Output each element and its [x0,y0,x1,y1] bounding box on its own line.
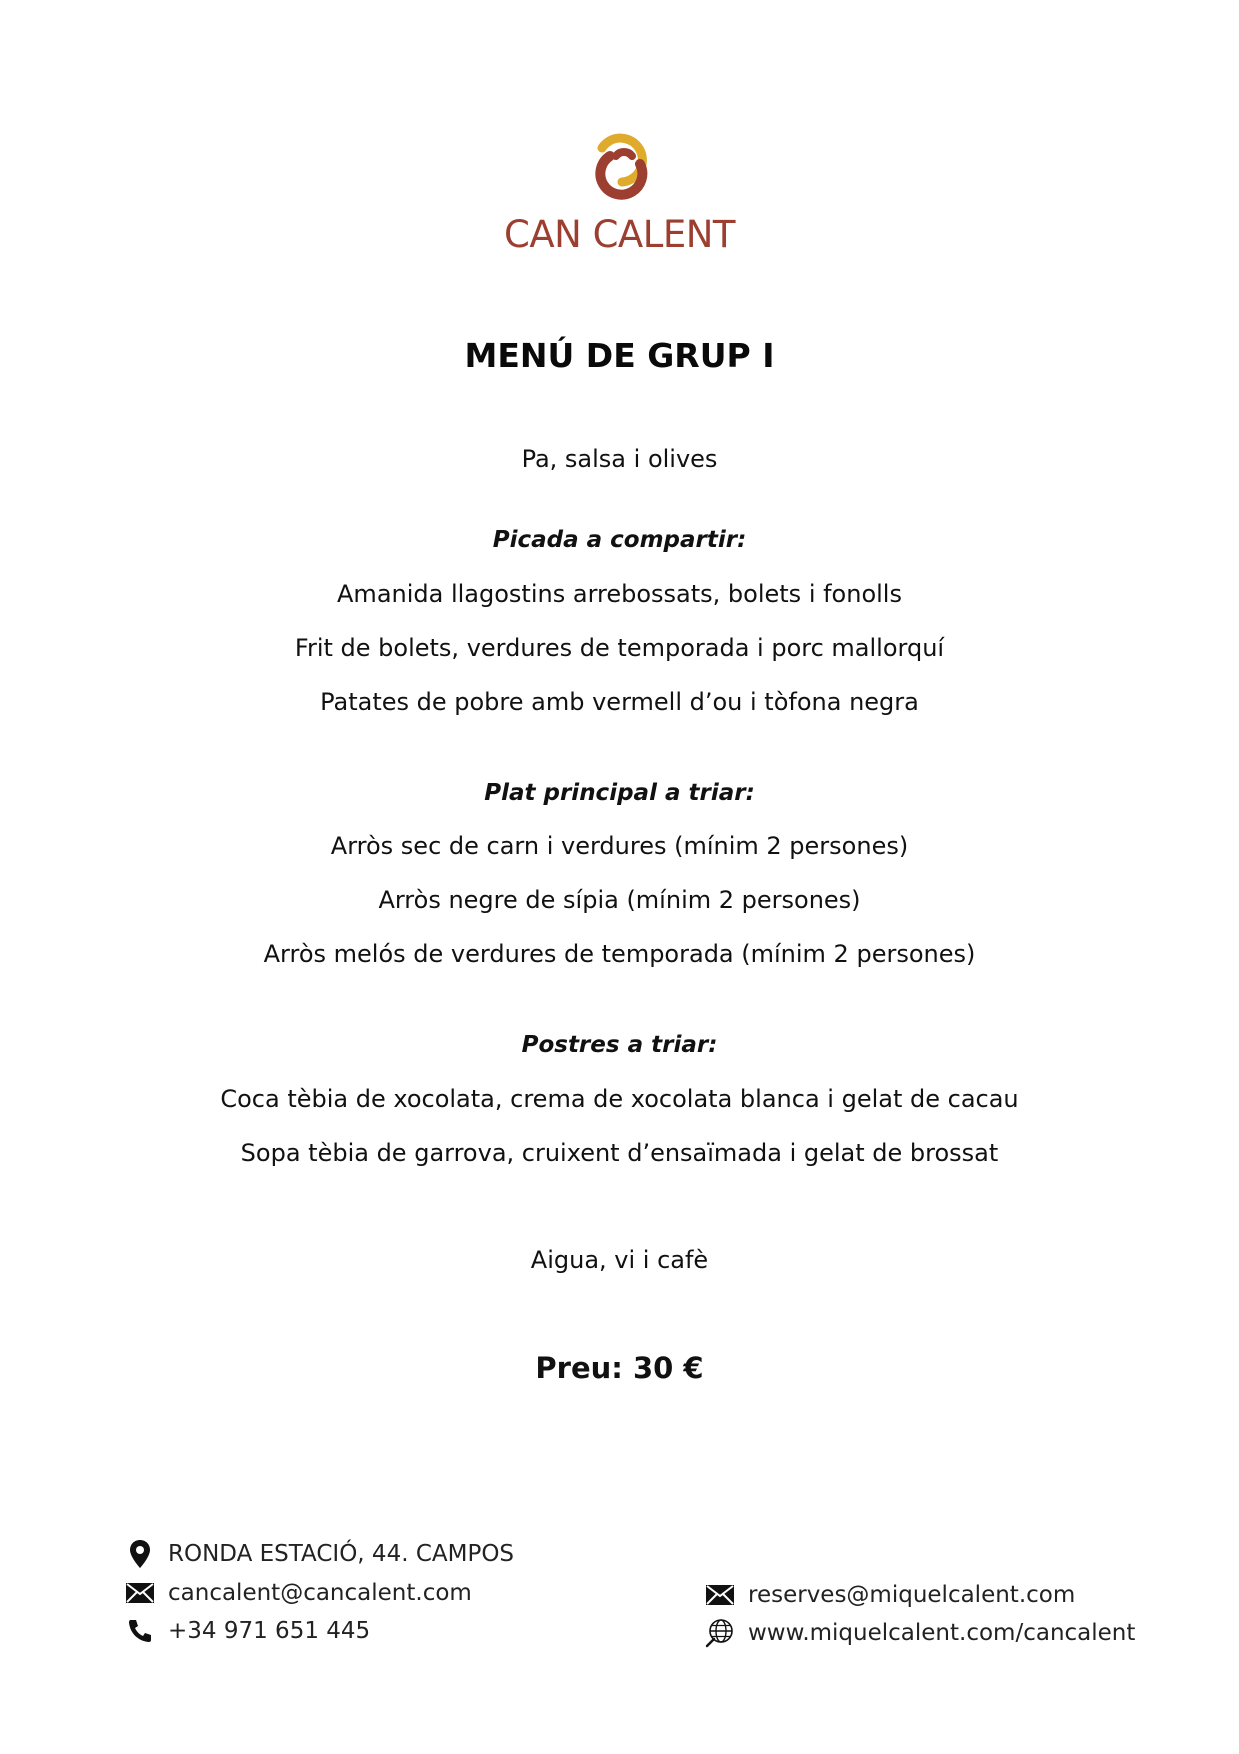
menu-item: Sopa tèbia de garrova, cruixent d’ensaïmada i gelat de brossat [240,1139,999,1167]
footer-address [125,1539,514,1569]
envelope-icon [125,1578,155,1608]
menu-intro: Pa, salsa i olives [521,445,718,473]
footer-website[interactable] [705,1618,1135,1648]
globe-icon [705,1618,735,1648]
page-title: MENÚ DE GRUP I [464,336,775,375]
brand-name: CAN CALENT [503,213,735,256]
section-heading: Postres a triar: [521,1032,718,1058]
drinks-line: Aigua, vi i cafè [530,1246,709,1274]
menu-item: Arròs sec de carn i verdures (mínim 2 persones) [330,832,909,860]
phone-icon [125,1616,155,1646]
brand-logo [0,126,1239,256]
menu-item: Arròs negre de sípia (mínim 2 persones) [378,886,861,914]
footer-reservations[interactable] [705,1580,1075,1610]
menu-item: Arròs melós de verdures de temporada (mínim 2 persones) [263,940,976,968]
menu-item: Frit de bolets, verdures de temporada i porc mallorquí [294,634,945,662]
reservations-email-link[interactable]: reserves@miquelcalent.com [748,1582,1076,1608]
menu-item: Patates de pobre amb vermell d’ou i tòfona negra [320,688,919,716]
logo-mark-icon [580,126,660,210]
phone-link[interactable]: +34 971 651 445 [168,1618,371,1644]
address-text: RONDA ESTACIÓ, 44. CAMPOS [168,1541,515,1567]
menu-item: Coca tèbia de xocolata, crema de xocolata blanca i gelat de cacau [220,1085,1019,1113]
footer-phone[interactable] [125,1616,370,1646]
section-heading: Picada a compartir: [492,527,747,553]
location-pin-icon [125,1539,155,1569]
menu-item: Amanida llagostins arrebossats, bolets i fonolls [337,580,902,608]
footer-email[interactable] [125,1578,472,1608]
price: Preu: 30 € [535,1351,704,1385]
email-link[interactable]: cancalent@cancalent.com [168,1580,472,1606]
section-heading: Plat principal a triar: [484,780,755,806]
envelope-icon [705,1580,735,1610]
website-link[interactable]: www.miquelcalent.com/cancalent [748,1620,1136,1646]
